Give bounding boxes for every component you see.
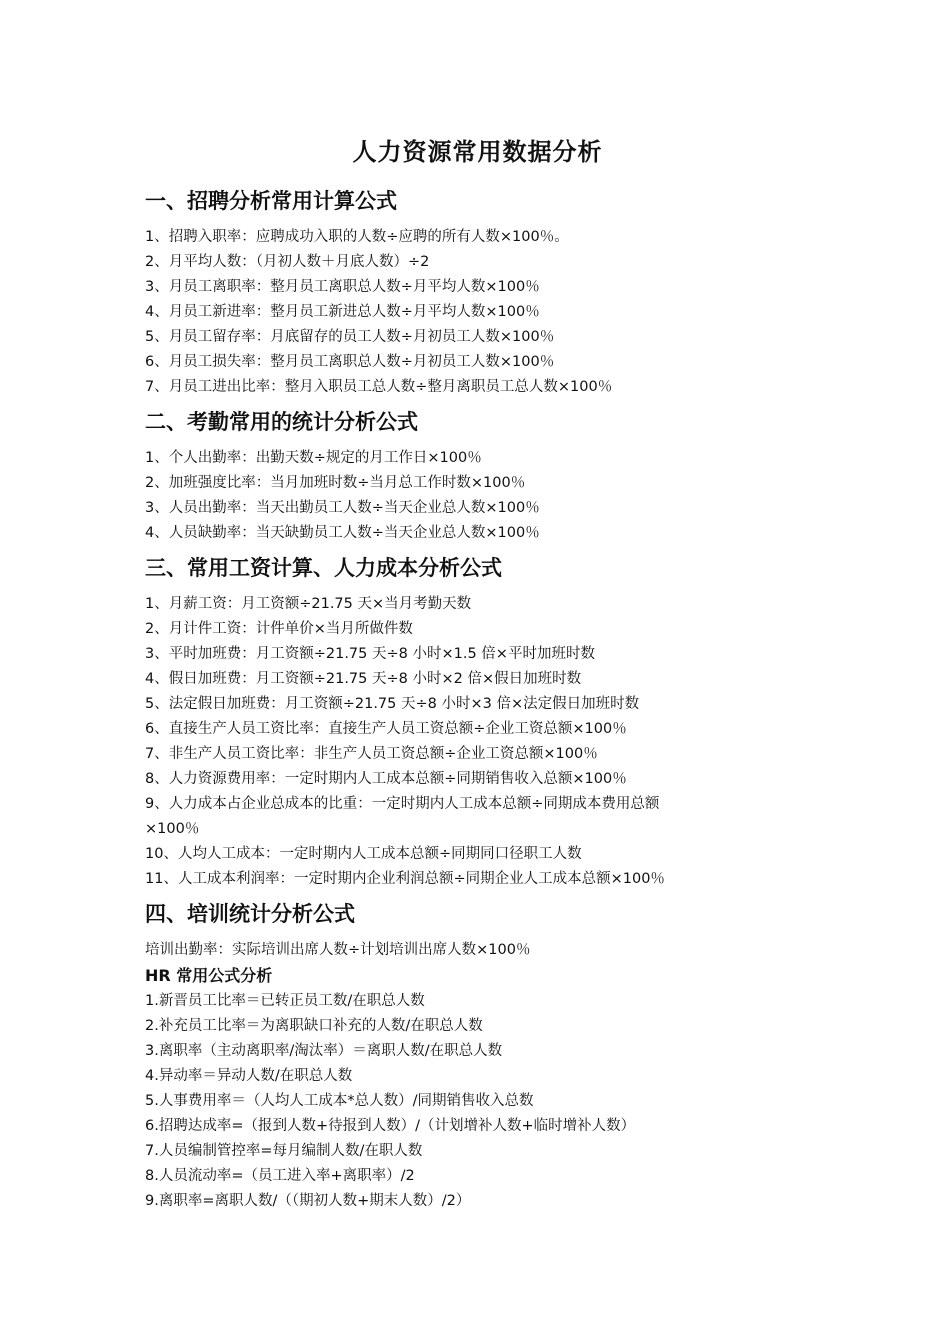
formula-line: 2、月平均人数：（月初人数＋月底人数）÷2 bbox=[145, 254, 430, 270]
formula-line: 5.人事费用率＝（人均人工成本*总人数）/同期销售收入总数 bbox=[145, 1093, 534, 1109]
formula-line: 培训出勤率：实际培训出席人数÷计划培训出席人数×100％ bbox=[145, 942, 531, 958]
section-heading: 一、招聘分析常用计算公式 bbox=[145, 188, 397, 213]
page-title: 人力资源常用数据分析 bbox=[352, 137, 603, 166]
section-heading: 二、考勤常用的统计分析公式 bbox=[145, 409, 418, 434]
subsection-heading: HR 常用公式分析 bbox=[145, 966, 273, 985]
formula-line: 3、平时加班费：月工资额÷21.75 天÷8 小时×1.5 倍×平时加班时数 bbox=[145, 646, 595, 662]
formula-line: 9.离职率=离职人数/（（期初人数+期末人数）/2） bbox=[145, 1193, 471, 1209]
formula-line: 1、月薪工资：月工资额÷21.75 天×当月考勤天数 bbox=[145, 596, 472, 612]
section-attendance bbox=[145, 406, 800, 546]
formula-line: 8、人力资源费用率：一定时期内人工成本总额÷同期销售收入总额×100％ bbox=[145, 771, 627, 787]
formula-line: 5、月员工留存率：月底留存的员工人数÷月初员工人数×100％ bbox=[145, 329, 555, 345]
section-heading: 三、常用工资计算、人力成本分析公式 bbox=[145, 555, 502, 580]
formula-line: 2.补充员工比率＝为离职缺口补充的人数/在职总人数 bbox=[145, 1018, 483, 1034]
formula-line: 1.新晋员工比率＝已转正员工数/在职总人数 bbox=[145, 993, 425, 1009]
formula-line: 4、月员工新进率：整月员工新进总人数÷月平均人数×100％ bbox=[145, 304, 540, 320]
section-recruitment bbox=[145, 185, 800, 400]
formula-line: 4、假日加班费：月工资额÷21.75 天÷8 小时×2 倍×假日加班时数 bbox=[145, 671, 582, 687]
formula-line: 6、直接生产人员工资比率：直接生产人员工资总额÷企业工资总额×100％ bbox=[145, 721, 627, 737]
section-training bbox=[145, 898, 800, 963]
formula-line: 1、招聘入职率：应聘成功入职的人数÷应聘的所有人数×100％。 bbox=[145, 229, 569, 245]
formula-line: 4、人员缺勤率：当天缺勤员工人数÷当天企业总人数×100％ bbox=[145, 525, 540, 541]
formula-line: 1、个人出勤率：出勤天数÷规定的月工作日×100％ bbox=[145, 450, 482, 466]
formula-line: 7、月员工进出比率：整月入职员工总人数÷整月离职员工总人数×100％ bbox=[145, 379, 613, 395]
formula-line: 11、人工成本利润率：一定时期内企业利润总额÷同期企业人工成本总额×100％ bbox=[145, 871, 665, 887]
formula-line: 9、人力成本占企业总成本的比重：一定时期内人工成本总额÷同期成本费用总额×100％ bbox=[145, 796, 660, 837]
formula-line: 4.异动率＝异动人数/在职总人数 bbox=[145, 1068, 353, 1084]
formula-line: 3、人员出勤率：当天出勤员工人数÷当天企业总人数×100％ bbox=[145, 500, 540, 516]
formula-line: 6.招聘达成率=（报到人数+待报到人数）/（计划增补人数+临时增补人数） bbox=[145, 1118, 636, 1134]
section-heading: 四、培训统计分析公式 bbox=[145, 901, 355, 926]
formula-line: 7、非生产人员工资比率：非生产人员工资总额÷企业工资总额×100％ bbox=[145, 746, 598, 762]
formula-line: 3.离职率（主动离职率/淘汰率）＝离职人数/在职总人数 bbox=[145, 1043, 503, 1059]
formula-line: 10、人均人工成本：一定时期内人工成本总额÷同期同口径职工人数 bbox=[145, 846, 582, 862]
formula-line: 5、法定假日加班费：月工资额÷21.75 天÷8 小时×3 倍×法定假日加班时数 bbox=[145, 696, 640, 712]
formula-line: 2、月计件工资：计件单价×当月所做件数 bbox=[145, 621, 413, 637]
section-hr-formulas bbox=[145, 963, 800, 1214]
formula-line: 2、加班强度比率：当月加班时数÷当月总工作时数×100％ bbox=[145, 475, 526, 491]
formula-line: 6、月员工损失率：整月员工离职总人数÷月初员工人数×100％ bbox=[145, 354, 555, 370]
formula-line: 7.人员编制管控率=每月编制人数/在职人数 bbox=[145, 1143, 423, 1159]
formula-line: 8.人员流动率=（员工进入率+离职率）/2 bbox=[145, 1168, 415, 1184]
section-salary-cost bbox=[145, 552, 800, 892]
formula-line: 3、月员工离职率：整月员工离职总人数÷月平均人数×100％ bbox=[145, 279, 540, 295]
